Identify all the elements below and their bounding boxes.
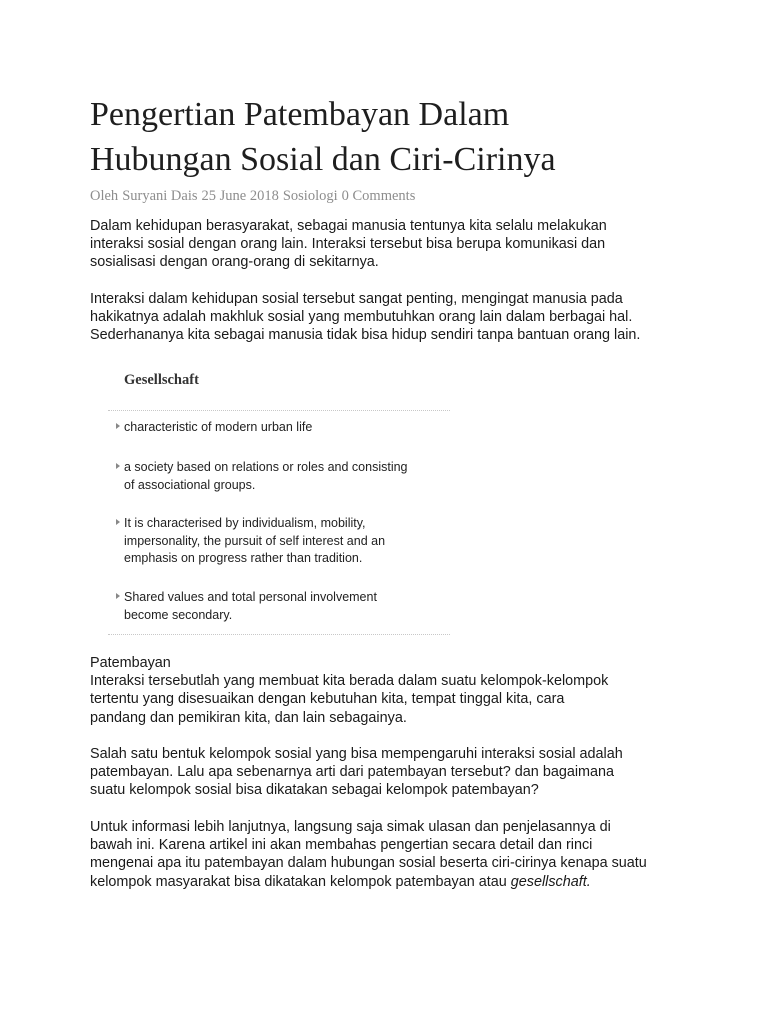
paragraph	[90, 818, 690, 891]
paragraph-line: Dalam kehidupan berasyarakat, sebagai manusia tentunya kita selalu melakukan	[90, 218, 607, 234]
paragraph-line	[90, 873, 690, 891]
article-title	[90, 92, 690, 182]
slide-bullet-text	[124, 419, 312, 437]
paragraph-line: sosialisasi dengan orang-orang di sekitarnya.	[90, 254, 379, 271]
paragraph-line-text: kelompok masyarakat bisa dikatakan kelompok patembayan atau	[90, 873, 507, 890]
triangle-right-icon	[116, 463, 120, 469]
slide-bullet-text	[124, 589, 377, 624]
byline-comments[interactable]: 0 Comments	[341, 188, 416, 204]
paragraph-line: mengenai apa itu patembayan dalam hubungan sosial beserta ciri-cirinya kenapa suatu	[90, 855, 647, 872]
triangle-right-icon	[116, 593, 120, 599]
paragraph-line: interaksi sosial dengan orang lain. Interaksi tersebut bisa berupa komunikasi dan	[90, 236, 606, 253]
paragraph-line: suatu kelompok sosial bisa dikatakan sebagai kelompok patembayan?	[90, 782, 539, 799]
slide-bullet-line: emphasis on progress rather than tradition.	[124, 551, 363, 565]
title-line: Hubungan Sosial dan Ciri-Cirinya	[90, 141, 556, 178]
paragraph-line: Sederhananya kita sebagai manusia tidak bisa hidup sendiri tanpa bantuan orang lain.	[90, 327, 641, 344]
paragraph	[90, 654, 690, 727]
triangle-right-icon	[116, 519, 120, 525]
paragraph-line: bawah ini. Karena artikel ini akan membahas pengertian secara detail dan rinci	[90, 837, 593, 854]
byline-category[interactable]: Sosiologi	[282, 188, 338, 204]
slide-bullet-text	[124, 459, 408, 494]
slide-bullet-line: Shared values and total personal involvement	[124, 590, 377, 604]
title-line: Pengertian Patembayan Dalam	[90, 96, 510, 133]
paragraph-line: patembayan. Lalu apa sebenarnya arti dari patembayan tersebut? dan bagaimana	[90, 764, 615, 781]
slide-bullet-line: of associational groups.	[124, 477, 256, 492]
slide-divider	[108, 634, 450, 635]
slide-bullet-line: impersonality, the pursuit of self interest and an	[124, 533, 386, 548]
italic-term: gesellschaft.	[510, 873, 591, 890]
slide-bullet-line: become secondary.	[124, 607, 233, 622]
slide-divider	[108, 410, 450, 411]
slide-bullet-text	[124, 515, 385, 568]
paragraph-line: hakikatnya adalah makhluk sosial yang membutuhkan orang lain dalam berbagai hal.	[90, 309, 633, 326]
paragraph	[90, 290, 690, 345]
slide-bullet-line: characteristic of modern urban life	[124, 420, 313, 434]
slide-bullet-line: a society based on relations or roles and consisting	[124, 460, 408, 474]
byline-prefix: Oleh	[90, 188, 119, 204]
paragraph-line: Salah satu bentuk kelompok sosial yang bisa mempengaruhi interaksi sosial adalah	[90, 746, 623, 762]
paragraph-line: Untuk informasi lebih lanjutnya, langsung saja simak ulasan dan penjelasannya di	[90, 819, 611, 835]
paragraph-line: tertentu yang disesuaikan dengan kebutuhan kita, tempat tinggal kita, cara	[90, 691, 565, 708]
section-label: Patembayan	[90, 655, 171, 671]
article-byline	[90, 188, 690, 205]
slide-bullet-line: It is characterised by individualism, mobility,	[124, 516, 366, 530]
slide-heading: Gesellschaft	[124, 372, 199, 388]
triangle-right-icon	[116, 423, 120, 429]
paragraph-line: Interaksi dalam kehidupan sosial tersebut sangat penting, mengingat manusia pada	[90, 291, 623, 307]
paragraph-line: Interaksi tersebutlah yang membuat kita berada dalam suatu kelompok-kelompok	[90, 673, 609, 690]
paragraph-line: pandang dan pemikiran kita, dan lain sebagainya.	[90, 709, 407, 726]
byline-author[interactable]: Suryani Dais	[122, 188, 198, 204]
byline-date[interactable]: 25 June 2018	[201, 188, 279, 204]
paragraph	[90, 217, 690, 272]
paragraph	[90, 745, 690, 800]
gesellschaft-slide-image	[108, 364, 450, 644]
